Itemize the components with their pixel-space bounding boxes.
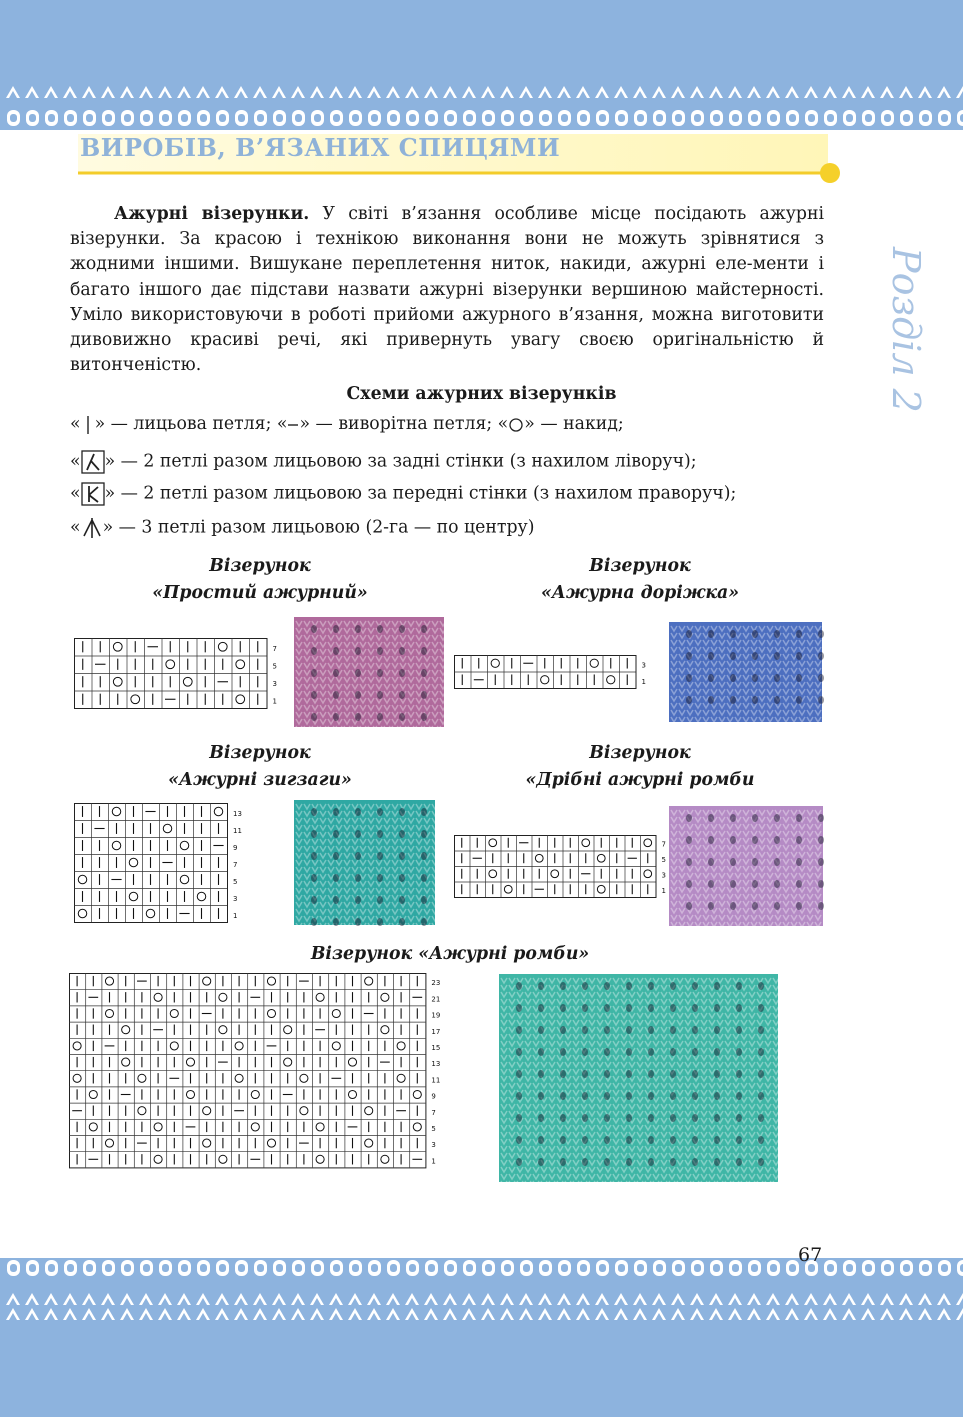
legend-line-4: « » — 3 петлі разом лицьовою (2-га — по центру): [70, 516, 534, 540]
legend-purl-text: — виворітна петля;: [315, 414, 493, 434]
legend-k2tog-left-text: — 2 петлі разом лицьовою за задні стінки (з нахилом ліворуч);: [120, 451, 697, 472]
svg-text:11: 11: [431, 1076, 441, 1085]
pattern-2-caption: [480, 553, 800, 607]
pattern-4-photo: [669, 806, 823, 926]
yarn-over-icon: [508, 415, 524, 435]
legend-k2tog-right-text: — 2 петлі разом лицьовою за передні стінки (з нахилом праворуч);: [120, 483, 737, 504]
pattern-3-caption-line2: «Ажурні зигзаги»: [168, 770, 352, 790]
svg-text:5: 5: [272, 662, 277, 671]
svg-text:17: 17: [431, 1027, 441, 1036]
pattern-4-caption-line2: «Дрібні ажурні ромби: [525, 770, 755, 790]
svg-text:13: 13: [431, 1060, 441, 1069]
svg-text:23: 23: [431, 979, 441, 988]
pattern-3-chart: [74, 803, 244, 925]
svg-text:7: 7: [272, 645, 277, 654]
page-number: 67: [798, 1244, 823, 1266]
svg-text:7: 7: [431, 1108, 436, 1117]
pattern-2-chart: [454, 655, 650, 697]
svg-text:1: 1: [233, 911, 238, 920]
svg-text:3: 3: [431, 1141, 436, 1150]
svg-text:1: 1: [272, 697, 277, 706]
purl-stitch-icon: [287, 415, 299, 435]
legend-yarnover-text: — накид;: [540, 414, 624, 434]
svg-text:7: 7: [661, 840, 666, 849]
pattern-1-caption-line2: «Простий ажурний»: [152, 583, 368, 603]
pattern-3-caption-line1: Візерунок: [209, 743, 311, 763]
svg-text:5: 5: [233, 877, 238, 886]
svg-text:5: 5: [661, 856, 666, 865]
pattern-4-caption-line1: Візерунок: [589, 743, 691, 763]
pattern-5-caption: Візерунок «Ажурні ромби»: [310, 944, 590, 964]
legend-k3tog-text: — 3 петлі разом лицьовою (2-га — по центру): [118, 517, 535, 538]
pattern-2-caption-line2: «Ажурна доріжка»: [540, 583, 740, 603]
top-lace-border: [0, 70, 963, 130]
svg-text:1: 1: [431, 1157, 436, 1166]
svg-text:3: 3: [272, 680, 277, 689]
k2tog-right-icon: [81, 482, 105, 506]
svg-text:3: 3: [233, 894, 238, 903]
pattern-4-chart: [454, 835, 664, 905]
intro-text: У світі в’язання особливе місце посідають ажурні візерунки. За красою і технікою виконання вони не можуть зрівнятися з жодними іншими. Вишукане переплетення ниток, накиди, ажурні еле-менти і багато іншого дає підстави назвати ажурні візерунки вершиною майстерності. Уміло використовуючи в роботі прийоми ажурного в’язання, можна виготовити дивовижно красиві речі, які привернуть увагу своєю оригінальністю й витонченістю.: [70, 204, 824, 376]
pattern-5-photo: [499, 974, 778, 1182]
intro-term: Ажурні візерунки.: [114, 204, 310, 224]
svg-text:3: 3: [661, 871, 666, 880]
pattern-1-photo: [294, 617, 444, 727]
svg-text:9: 9: [431, 1092, 436, 1101]
svg-text:7: 7: [233, 860, 238, 869]
svg-text:11: 11: [233, 826, 242, 835]
pattern-3-caption: [100, 740, 420, 794]
pattern-2-caption-line1: Візерунок: [589, 556, 691, 576]
svg-text:5: 5: [431, 1124, 436, 1133]
chapter-side-label: [866, 245, 928, 413]
chapter-label-text: Розділ 2: [884, 247, 928, 413]
legend-line-3: « » — 2 петлі разом лицьовою за передні стінки (з нахилом праворуч);: [70, 482, 736, 506]
intro-paragraph: [70, 202, 824, 378]
k3tog-icon: [81, 516, 103, 540]
knit-stitch-icon: [81, 415, 95, 435]
schemes-heading: Схеми ажурних візерунків: [346, 384, 617, 404]
pattern-1-caption-line1: Візерунок: [209, 556, 311, 576]
svg-text:13: 13: [233, 809, 242, 818]
svg-text:15: 15: [431, 1043, 441, 1052]
pattern-3-photo: [294, 800, 435, 925]
k2tog-left-icon: [81, 450, 105, 474]
legend-line-1: « » — лицьова петля; « » — виворітна петля; « » — накид;: [70, 414, 624, 434]
section-title: ВИРОБІВ, В’ЯЗАНИХ СПИЦЯМИ: [80, 133, 561, 162]
pattern-5-chart: [69, 973, 441, 1185]
svg-text:1: 1: [661, 887, 666, 896]
svg-text:1: 1: [641, 677, 646, 686]
bottom-lace-border: [0, 1250, 963, 1417]
svg-text:21: 21: [431, 995, 441, 1004]
pattern-1-chart: [74, 638, 277, 710]
pattern-4-caption: [480, 740, 800, 794]
pattern-1-caption: [100, 553, 420, 607]
pattern-2-photo: [669, 622, 822, 722]
svg-text:3: 3: [641, 661, 646, 670]
svg-text:19: 19: [431, 1011, 441, 1020]
svg-text:9: 9: [233, 843, 238, 852]
legend-knit-text: — лицьова петля;: [110, 414, 272, 434]
legend-line-2: « » — 2 петлі разом лицьовою за задні стінки (з нахилом ліворуч);: [70, 450, 697, 474]
